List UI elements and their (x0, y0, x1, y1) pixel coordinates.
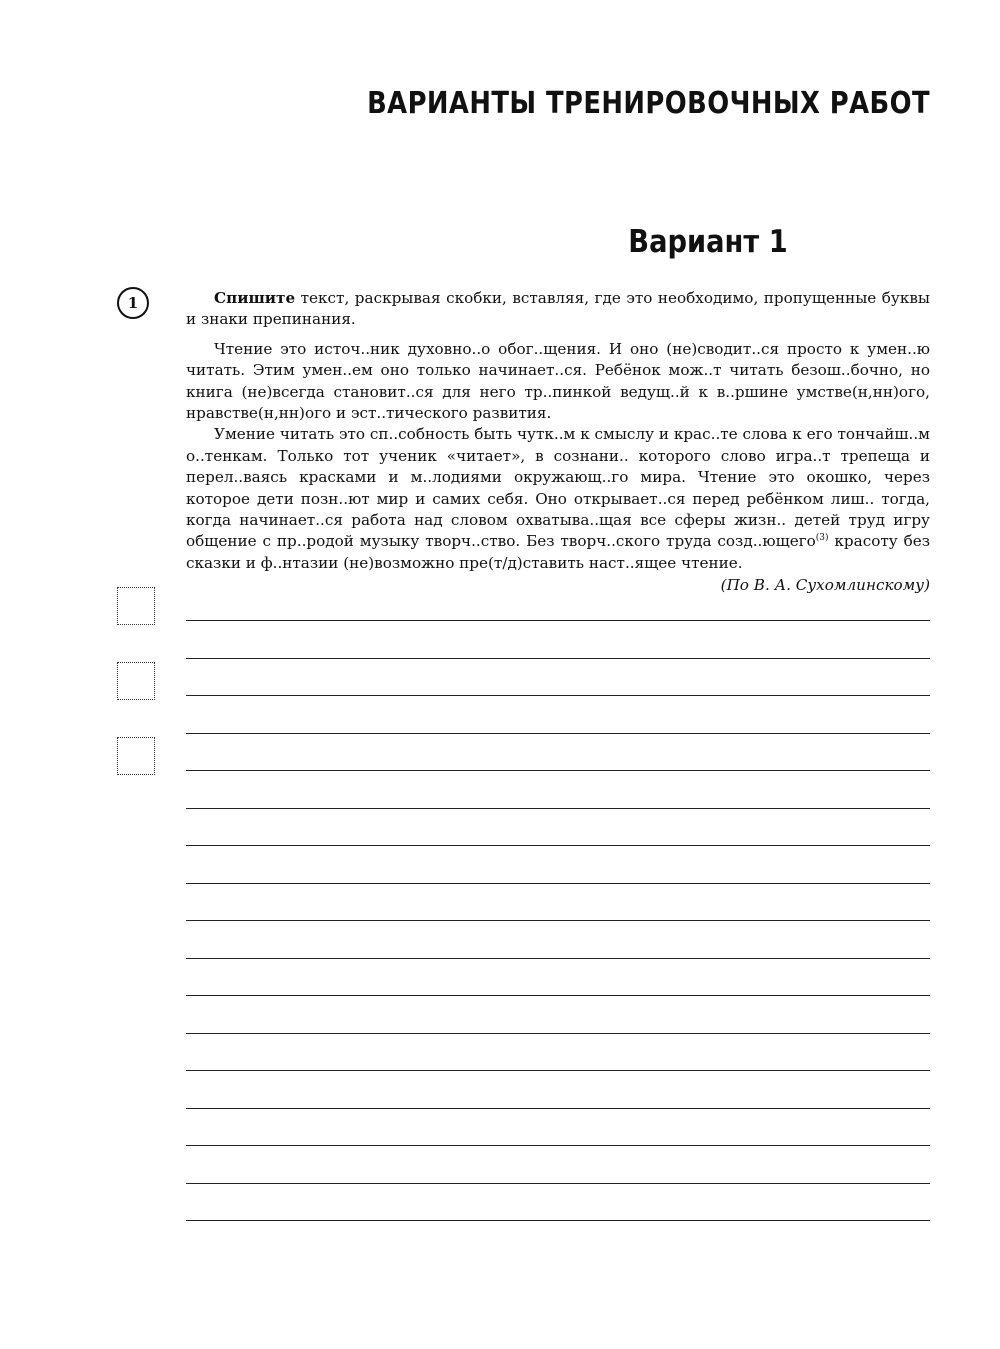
answer-line[interactable] (186, 695, 930, 696)
text-paragraph-2 (186, 424, 930, 574)
page-heading: ВАРИАНТЫ ТРЕНИРОВОЧНЫХ РАБОТ (367, 86, 930, 121)
answer-line[interactable] (186, 1145, 930, 1146)
answer-line[interactable] (186, 1108, 930, 1109)
paragraph-2-part-2: красоту без сказки и ф..нтазии (не)возможно пре(т/д)ставить наст..ящее чтение. (186, 532, 930, 572)
instruction-text: текст, раскрывая скобки, вставляя, где это необходимо, пропущенные буквы и знаки препинания. (186, 289, 930, 329)
answer-line[interactable] (186, 1183, 930, 1184)
answer-line[interactable] (186, 1220, 930, 1221)
score-box-1[interactable] (117, 587, 155, 625)
task-instruction (186, 288, 930, 331)
text-source: (По В. А. Сухомлинскому) (720, 576, 930, 595)
task-text (186, 288, 930, 597)
answer-line[interactable] (186, 770, 930, 771)
text-paragraph-1: Чтение это источ..ник духовно..о обог..щения. И оно (не)сводит..ся просто к умен..ю читать. Этим умен..ем оно только начинает..ся. Ребёнок мож..т читать безош..бочно, но книга (не)всегда становит..ся для него тр..пинкой ведущ..й к в..ршине умстве(н,нн)ого, нравстве(н,нн)ого и эст..тического развития. (186, 339, 930, 423)
answer-line[interactable] (186, 883, 930, 884)
answer-line[interactable] (186, 1070, 930, 1071)
variant-title: Вариант 1 (628, 224, 788, 260)
answer-line[interactable] (186, 845, 930, 846)
answer-line[interactable] (186, 1033, 930, 1034)
score-box-2[interactable] (117, 662, 155, 700)
task-number-badge: 1 (117, 287, 149, 319)
answer-lines[interactable] (186, 620, 930, 1258)
answer-line[interactable] (186, 808, 930, 809)
paragraph-2-part-1: Умение читать это сп..собность быть чутк..м к смыслу и крас..те слова к его тончайш..м о..тенкам. Только тот ученик «читает», в сознани.. которого слово игра..т трепеща и перел..ваясь красками и м..лодиями окружающ..го мира. Чтение это окошко, через которое дети позн..ют мир и самих себя. Оно открывает..ся перед ребёнком лиш.. тогда, когда начинает..ся работа над словом охватыва..щая все сферы жизн.. детей труд игру общение с пр..родой музыку творч..ство. Без творч..ского труда созд..ющего (186, 425, 930, 551)
footnote-marker: (3) (815, 533, 829, 544)
answer-line[interactable] (186, 658, 930, 659)
answer-line[interactable] (186, 995, 930, 996)
instruction-keyword: Спишите (214, 289, 296, 307)
answer-line[interactable] (186, 920, 930, 921)
answer-line[interactable] (186, 620, 930, 621)
answer-line[interactable] (186, 958, 930, 959)
score-box-3[interactable] (117, 737, 155, 775)
answer-line[interactable] (186, 733, 930, 734)
